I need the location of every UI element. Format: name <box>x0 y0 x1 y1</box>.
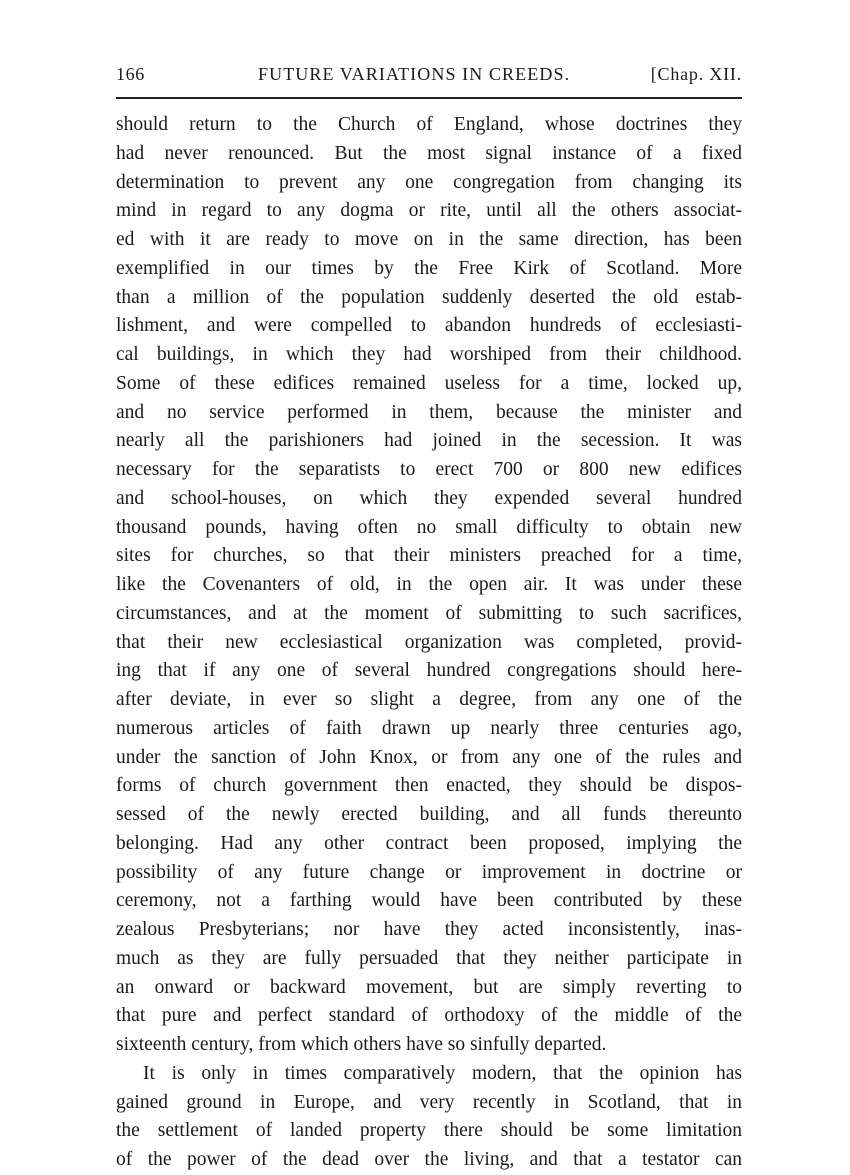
text-line: an onward or backward movement, but are simply reverting to <box>116 976 742 998</box>
text-line: the settlement of landed property there should be some limitation <box>116 1120 742 1142</box>
text-line: It is only in times comparatively modern, that the opinion has <box>143 1062 742 1084</box>
page-number: 166 <box>116 64 145 84</box>
text-line: necessary for the separatists to erect 700 or 800 new edifices <box>116 459 742 480</box>
body-text <box>116 111 742 1175</box>
text-line: thousand pounds, having often no small difficulty to obtain new <box>116 516 742 538</box>
running-head <box>116 60 742 90</box>
text-line: gained ground in Europe, and very recently in Scotland, that in <box>116 1091 742 1113</box>
text-line: nearly all the parishioners had joined in the secession. It was <box>116 430 742 452</box>
text-line: had never renounced. But the most signal instance of a fixed <box>116 142 742 164</box>
text-line: mind in regard to any dogma or rite, until all the others associat- <box>116 200 742 222</box>
text-line: that pure and perfect standard of orthodoxy of the middle of the <box>116 1005 742 1027</box>
text-line: numerous articles of faith drawn up nearly three centuries ago, <box>116 717 742 739</box>
text-line: exemplified in our times by the Free Kirk of Scotland. More <box>116 257 742 279</box>
text-line: should return to the Church of England, whose doctrines they <box>116 114 742 135</box>
text-line: forms of church government then enacted, they should be dispos- <box>116 775 742 797</box>
paragraph-1 <box>116 111 742 1060</box>
text-line: Some of these edifices remained useless for a time, locked up, <box>116 372 742 394</box>
text-line: ceremony, not a farthing would have been contributed by these <box>116 890 742 912</box>
text-line: sites for churches, so that their ministers preached for a time, <box>116 545 742 567</box>
paragraph-2 <box>116 1060 742 1175</box>
text-line: sessed of the newly erected building, and all funds thereunto <box>116 804 742 825</box>
text-line: that their new ecclesiastical organization was completed, provid- <box>116 631 742 653</box>
text-line: much as they are fully persuaded that they neither participate in <box>116 947 742 969</box>
text-line: ed with it are ready to move on in the same direction, has been <box>116 229 742 250</box>
text-line: under the sanction of John Knox, or from any one of the rules and <box>116 746 742 768</box>
text-line: of the power of the dead over the living, and that a testator can <box>116 1149 742 1170</box>
text-line: and no service performed in them, because the minister and <box>116 401 742 423</box>
text-line: like the Covenanters of old, in the open air. It was under these <box>116 574 742 595</box>
header-rule <box>116 97 742 99</box>
text-line: determination to prevent any one congregation from changing its <box>116 171 742 193</box>
book-page <box>116 60 742 1175</box>
text-line: belonging. Had any other contract been proposed, implying the <box>116 832 742 854</box>
text-line: lishment, and were compelled to abandon hundreds of ecclesiasti- <box>116 315 742 337</box>
text-line: than a million of the population suddenly deserted the old estab- <box>116 286 742 308</box>
text-line: after deviate, in ever so slight a degree, from any one of the <box>116 689 742 710</box>
text-line: and school-houses, on which they expended several hundred <box>116 487 742 509</box>
text-line: ing that if any one of several hundred congregations should here- <box>116 660 742 682</box>
running-title: FUTURE VARIATIONS IN CREEDS. <box>258 64 571 84</box>
chapter-reference: [Chap. XII. <box>650 64 742 84</box>
text-line: cal buildings, in which they had worshiped from their childhood. <box>116 344 742 365</box>
text-line: zealous Presbyterians; nor have they acted inconsistently, inas- <box>116 919 742 940</box>
text-line: circumstances, and at the moment of submitting to such sacrifices, <box>116 602 742 624</box>
text-line: sixteenth century, from which others have so sinfully departed. <box>116 1034 607 1055</box>
text-line: possibility of any future change or improvement in doctrine or <box>116 861 742 883</box>
